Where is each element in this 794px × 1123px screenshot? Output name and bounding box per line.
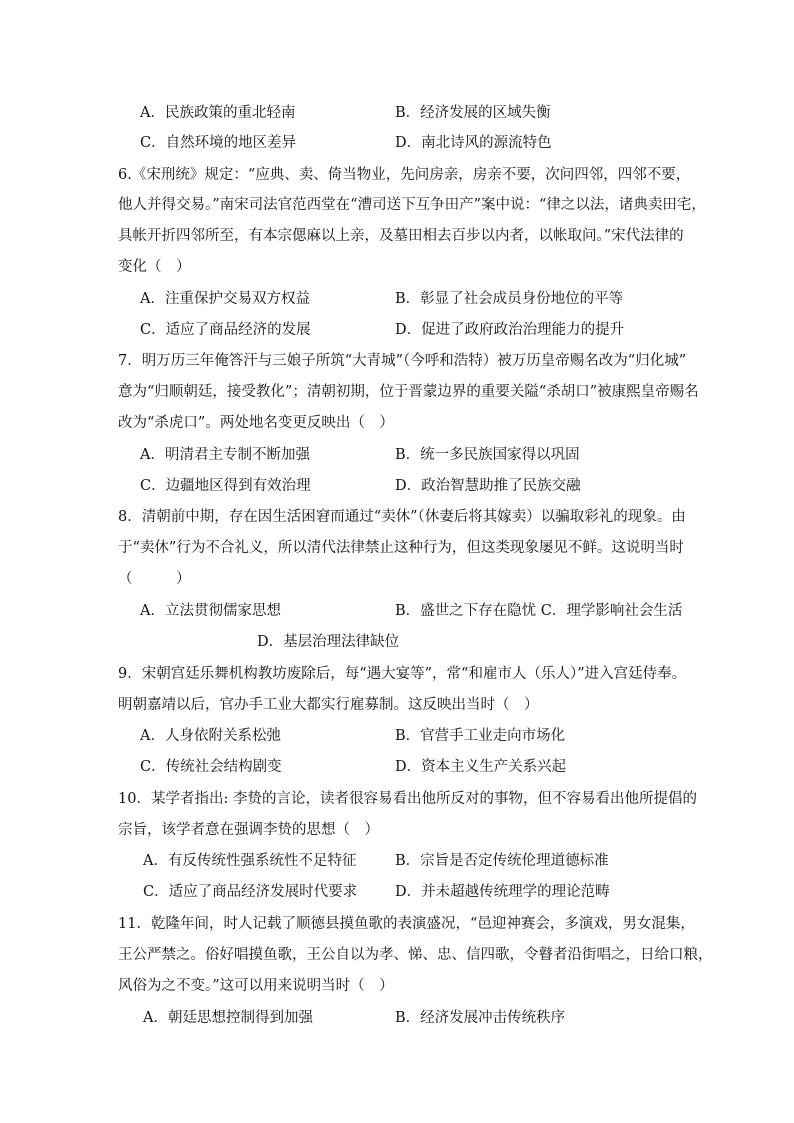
q8-option-d: D．基层治理法律缺位 <box>257 634 400 650</box>
q9-stem-line-1: 9．宋朝宫廷乐舞机构教坊废除后，每“遇大宴等”，常“和雇市人（乐人）”进入宫廷侍奉。 <box>118 666 687 682</box>
q9-option-d: D．资本主义生产关系兴起 <box>395 759 567 775</box>
q8-stem-line-1: 8．清朝前中期，存在因生活困窘而通过“卖休”（休妻后将其嫁卖）以骗取彩礼的现象。由 <box>118 509 686 525</box>
q10-option-b: B．宗旨是否定传统伦理道德标准 <box>395 853 609 869</box>
q11-stem-line-3: 风俗为之不变。”这可以用来说明当时（ ） <box>118 978 394 994</box>
q10-option-c: C．适应了商品经济发展时代要求 <box>143 884 358 900</box>
q7-stem-line-1: 7．明万历三年俺答汗与三娘子所筑“大青城”（今呼和浩特）被万历皇帝赐名改为“归化城” <box>118 353 687 369</box>
q8-option-bc: B．盛世之下存在隐忧 C．理学影响社会生活 <box>395 603 683 619</box>
q9-option-b: B．官营手工业走向市场化 <box>395 728 566 744</box>
q11-option-a: A．朝廷思想控制得到加强 <box>143 1010 313 1026</box>
q5-option-d: D．南北诗风的源流特色 <box>395 135 552 151</box>
q5-option-c: C．自然环境的地区差异 <box>140 135 297 151</box>
q7-option-c: C．边疆地区得到有效治理 <box>140 478 311 494</box>
q6-stem-line-2: 他人并得交易。”南宋司法官范西堂在“漕司送下互争田产”案中说：“律之以法，诸典卖田宅， <box>118 197 706 213</box>
q7-option-b: B．统一多民族国家得以巩固 <box>395 447 580 463</box>
q7-stem-line-3: 改为“杀虎口”。两处地名变更反映出（ ） <box>118 415 394 431</box>
q9-stem-line-2: 明朝嘉靖以后，官办手工业大都实行雇募制。这反映出当时（ ） <box>118 697 539 713</box>
q10-option-d: D．并未超越传统理学的理论范畴 <box>395 884 610 900</box>
q6-stem-line-1: 6.《宋刑统》规定：“应典、卖、倚当物业，先问房亲，房亲不要，次问四邻，四邻不要， <box>118 167 691 183</box>
q6-option-b: B．彰显了社会成员身份地位的平等 <box>395 291 624 307</box>
q6-option-d: D．促进了政府政治治理能力的提升 <box>395 322 625 338</box>
q8-option-a: A．立法贯彻儒家思想 <box>140 603 281 619</box>
q8-stem-line-3: （ ） <box>118 571 191 587</box>
q6-stem-line-3: 具帐开折四邻所至，有本宗偲麻以上亲，及墓田相去百步以内者，以帐取问。”宋代法律的 <box>118 228 684 244</box>
q10-stem-line-2: 宗旨，该学者意在强调李贽的思想（ ） <box>118 822 379 838</box>
q8-stem-line-2: 于“卖休”行为不合礼义，所以清代法律禁止这种行为，但这类现象屡见不鲜。这说明当时 <box>118 540 684 556</box>
q9-option-c: C．传统社会结构剧变 <box>140 759 282 775</box>
q6-stem-line-4: 变化（ ） <box>118 259 191 275</box>
q7-option-d: D．政治智慧助推了民族交融 <box>395 478 581 494</box>
q6-option-a: A．注重保护交易双方权益 <box>140 291 310 307</box>
q11-stem-line-2: 王公严禁之。俗好唱摸鱼歌，王公自以为孝、悌、忠、信四歌，令瞽者沿街唱之，日给口粮， <box>118 947 713 963</box>
q7-stem-line-2: 意为“归顺朝廷，接受教化”；清朝初期，位于晋蒙边界的重要关隘“杀胡口”被康熙皇帝赐名 <box>118 384 699 400</box>
q10-option-a: A．有反传统性强系统性不足特征 <box>143 853 357 869</box>
q11-option-b: B．经济发展冲击传统秩序 <box>395 1010 566 1026</box>
q9-option-a: A．人身依附关系松弛 <box>140 728 281 744</box>
q10-stem-line-1: 10．某学者指出: 李贽的言论，读者很容易看出他所反对的事物，但不容易看出他所提倡的 <box>118 791 697 807</box>
q5-option-a: A．民族政策的重北轻南 <box>140 105 296 121</box>
q11-stem-line-1: 11．乾隆年间，时人记载了顺德县摸鱼歌的表演盛况，“邑迎神赛会，多演戏，男女混集， <box>118 916 695 932</box>
q7-option-a: A．明清君主专制不断加强 <box>140 447 310 463</box>
q5-option-b: B．经济发展的区域失衡 <box>395 105 551 121</box>
q6-option-c: C．适应了商品经济的发展 <box>140 322 311 338</box>
